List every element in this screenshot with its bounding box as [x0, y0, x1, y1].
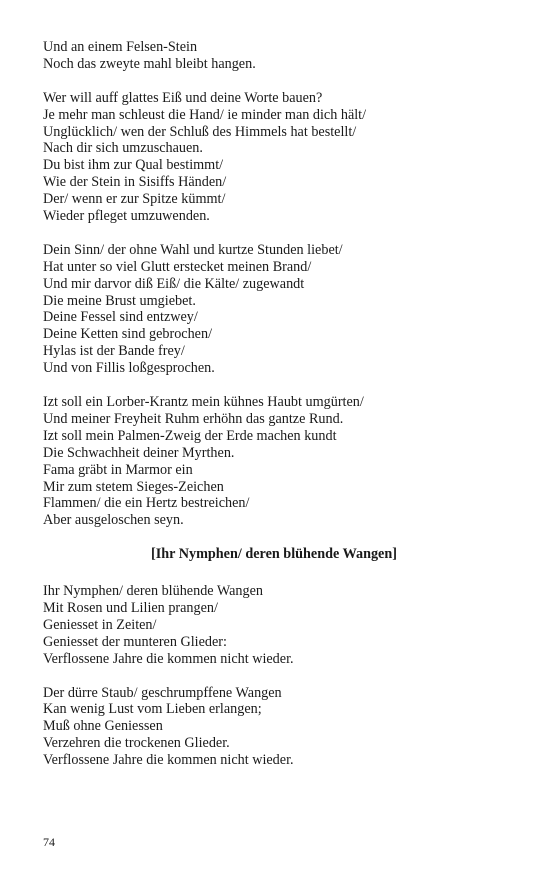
verse-line: Mir zum stetem Sieges-Zeichen: [43, 478, 224, 495]
verse-line: Die Schwachheit deiner Myrthen.: [43, 444, 235, 461]
verse-line: Muß ohne Geniessen: [43, 718, 163, 735]
verse-line: Dein Sinn/ der ohne Wahl und kurtze Stunden liebet/: [43, 241, 343, 258]
verse-line: Verflossene Jahre die kommen nicht wieder.: [43, 752, 294, 769]
verse-line: Izt soll ein Lorber-Krantz mein kühnes Haubt umgürten/: [43, 393, 364, 410]
poem1-stanza-3: [43, 242, 513, 377]
verse-line: Je mehr man schleust die Hand/ ie minder man dich hält/: [43, 106, 367, 123]
verse-line: Wie der Stein in Sisiffs Händen/: [43, 174, 227, 191]
poem2-stanza-1: [43, 583, 513, 668]
verse-line: Fama gräbt in Marmor ein: [43, 461, 193, 478]
verse-line: Verflossene Jahre die kommen nicht wieder.: [43, 650, 294, 667]
verse-line: Verzehren die trockenen Glieder.: [43, 735, 230, 752]
verse-line: Die meine Brust umgiebet.: [43, 292, 196, 309]
verse-line: Aber ausgeloschen seyn.: [43, 512, 184, 529]
poem2-stanza-2: [43, 685, 513, 770]
verse-line: Und mir darvor diß Eiß/ die Kälte/ zugewandt: [43, 275, 305, 292]
verse-line: Du bist ihm zur Qual bestimmt/: [43, 157, 224, 174]
poem1-stanza-4: [43, 394, 513, 529]
verse-line: Und von Fillis loßgesprochen.: [43, 360, 215, 377]
verse-line: Und an einem Felsen-Stein: [43, 39, 198, 55]
page-body: [43, 39, 513, 786]
verse-line: Und meiner Freyheit Ruhm erhöhn das gantze Rund.: [43, 410, 344, 427]
verse-line: Flammen/ die ein Hertz bestreichen/: [43, 495, 250, 512]
poem1-stanza-2: [43, 90, 513, 225]
verse-line: Hat unter so viel Glutt erstecket meinen Brand/: [43, 258, 312, 275]
verse-line: Ihr Nymphen/ deren blühende Wangen: [43, 583, 264, 600]
verse-line: Noch das zweyte mahl bleibt hangen.: [43, 55, 256, 72]
verse-line: Deine Fessel sind entzwey/: [43, 309, 198, 326]
verse-line: Kan wenig Lust vom Lieben erlangen;: [43, 701, 262, 718]
poem-title: [Ihr Nymphen/ deren blühende Wangen]: [151, 546, 397, 563]
verse-line: Hylas ist der Bande frey/: [43, 343, 185, 360]
verse-line: Der dürre Staub/ geschrumpffene Wangen: [43, 684, 282, 701]
verse-line: Unglücklich/ wen der Schluß des Himmels hat bestellt/: [43, 123, 357, 140]
verse-line: Deine Ketten sind gebrochen/: [43, 326, 213, 343]
poem1-stanza-1: [43, 39, 513, 73]
page-number: 74: [43, 835, 55, 849]
verse-line: Nach dir sich umzuschauen.: [43, 140, 203, 157]
verse-line: Izt soll mein Palmen-Zweig der Erde machen kundt: [43, 427, 337, 444]
verse-line: Geniesset der munteren Glieder:: [43, 633, 227, 650]
verse-line: Wer will auff glattes Eiß und deine Worte bauen?: [43, 89, 323, 106]
verse-line: Der/ wenn er zur Spitze kümmt/: [43, 191, 226, 208]
verse-line: Wieder pfleget umzuwenden.: [43, 208, 210, 225]
verse-line: Geniesset in Zeiten/: [43, 616, 157, 633]
verse-line: Mit Rosen und Lilien prangen/: [43, 600, 218, 617]
